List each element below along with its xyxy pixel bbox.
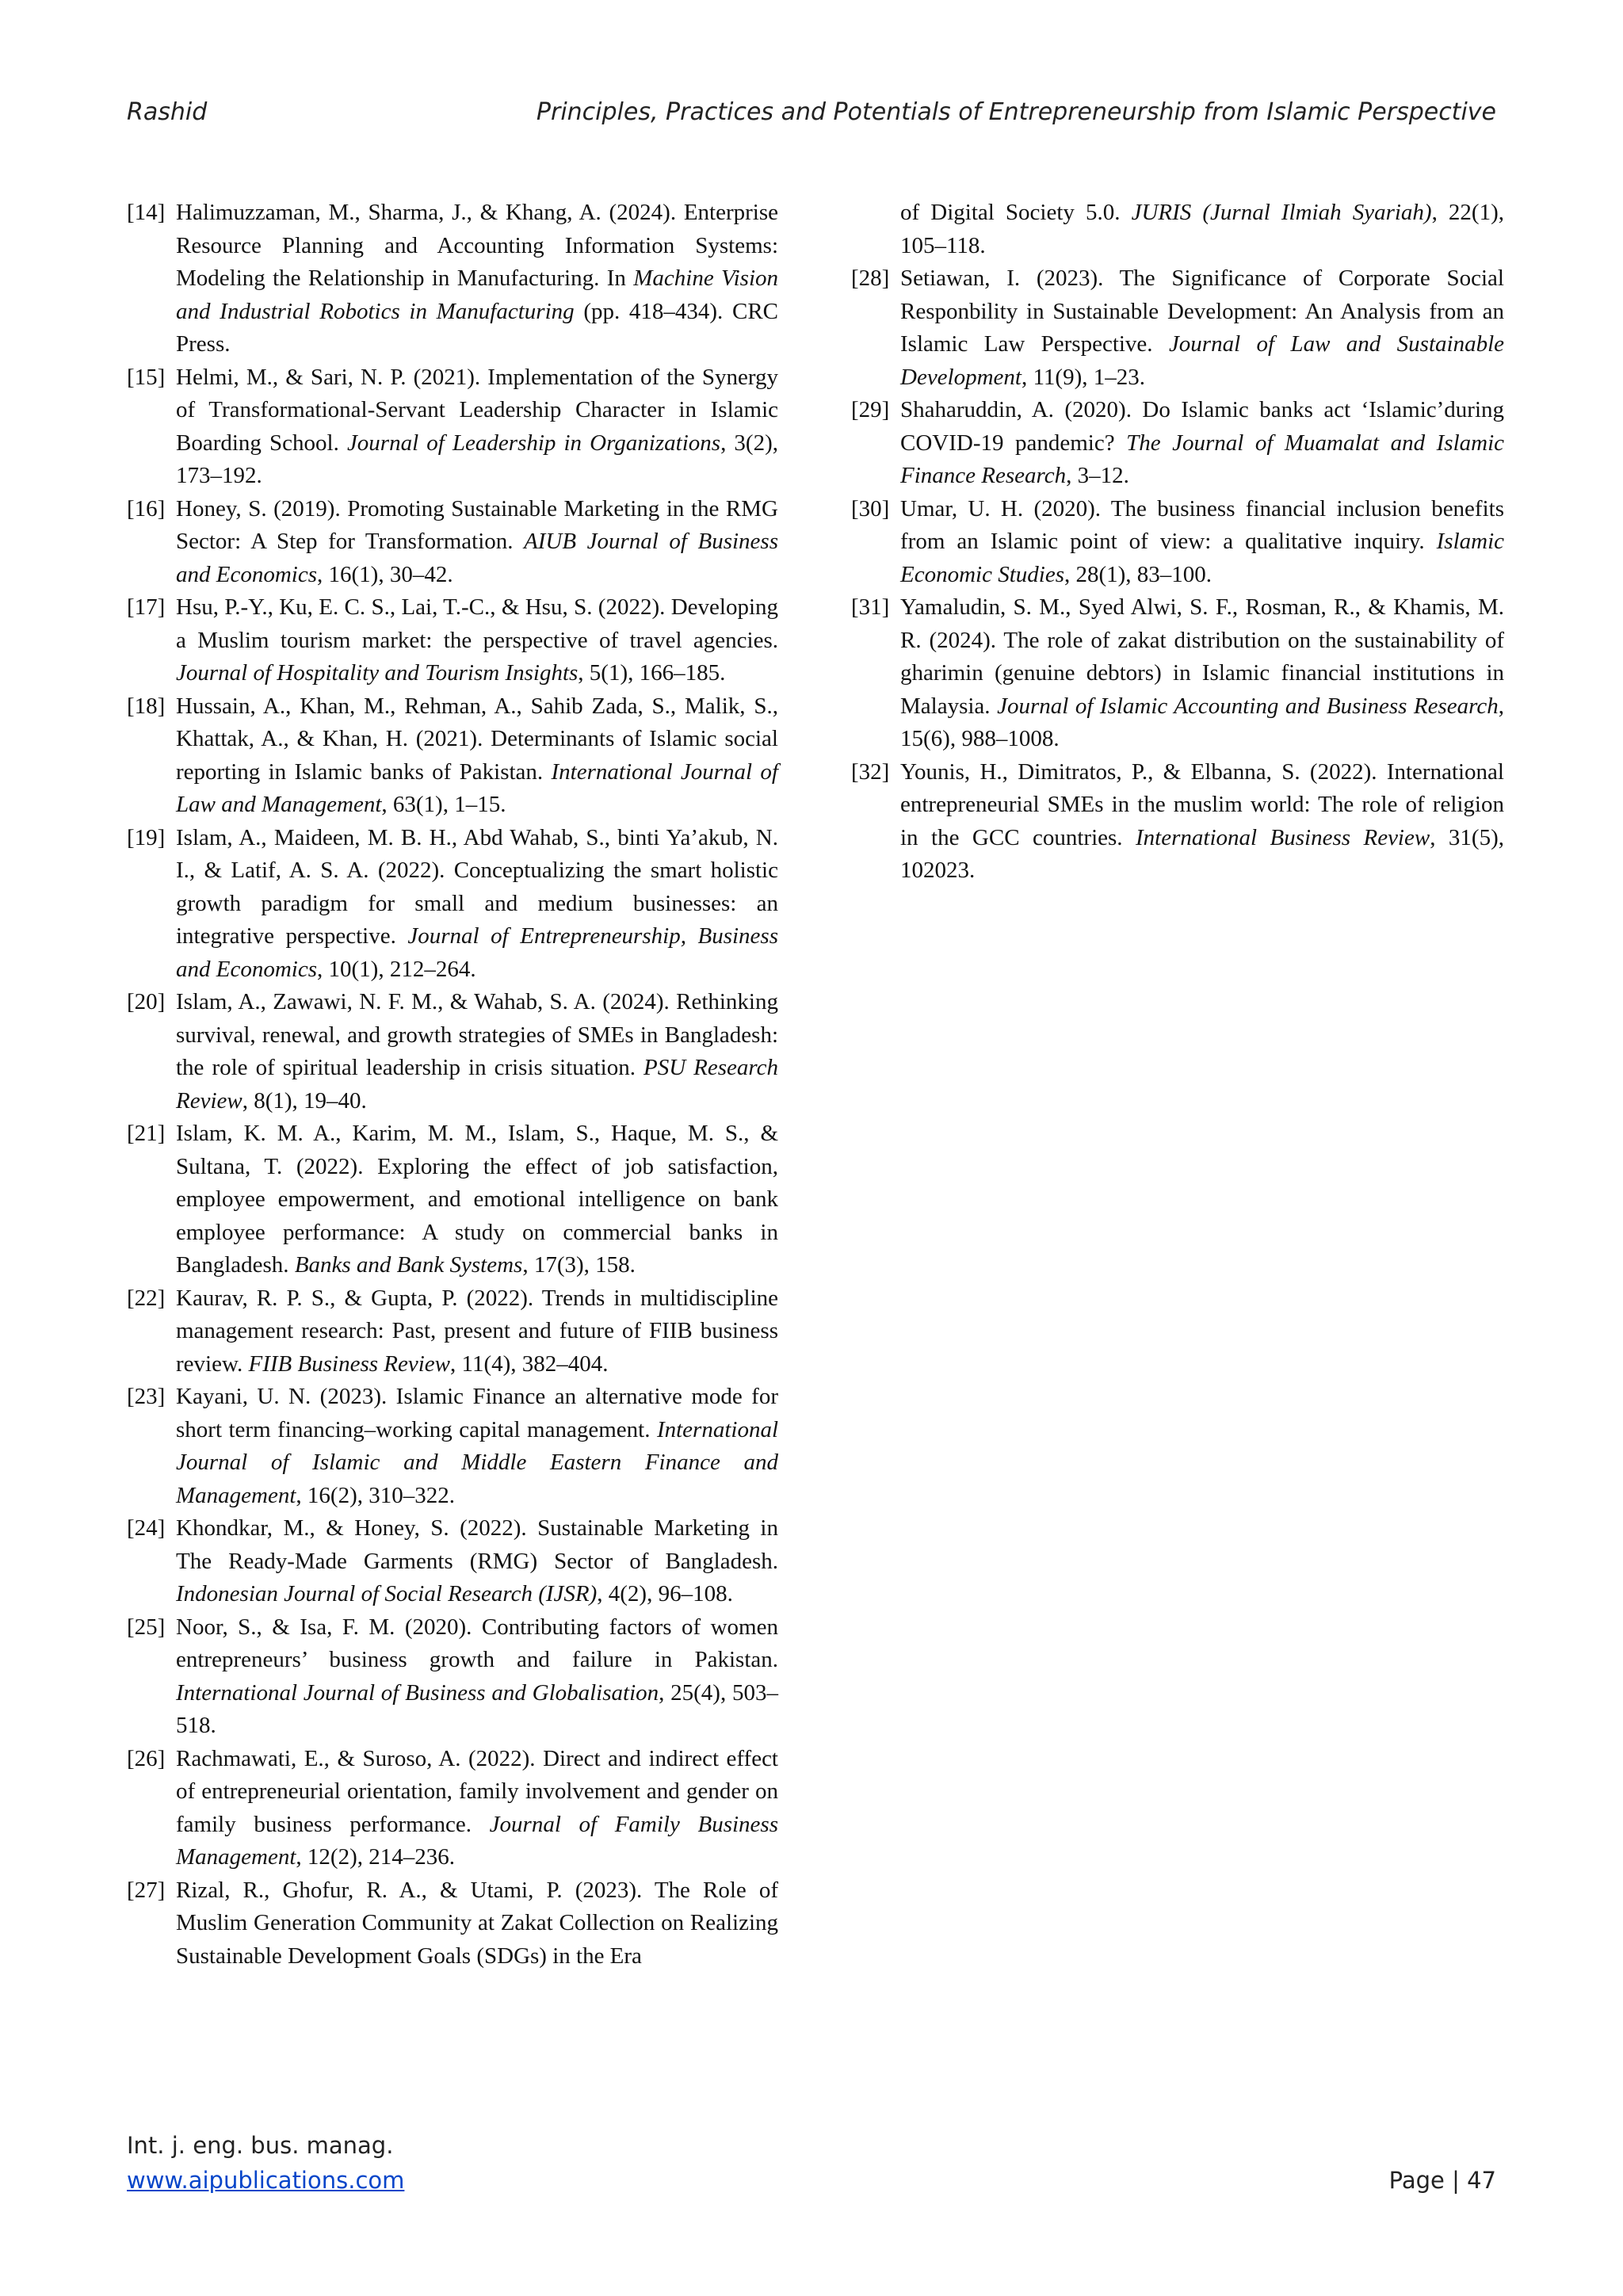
reference-number: [31]	[851, 594, 890, 620]
reference-number: [29]	[851, 397, 890, 422]
reference-number: [26]	[127, 1745, 166, 1771]
reference-text: Helmi, M., & Sari, N. P. (2021). Implementation of the Synergy of Transformational-Servant Leadership Character in Islamic Boarding School. Journal of Leadership in Organizations, 3(2), 173–192.	[176, 364, 778, 488]
reference-text: Yamaludin, S. M., Syed Alwi, S. F., Rosman, R., & Khamis, M. R. (2024). The role of zakat distribution on the sustainability of gharimin (genuine debtors) in Islamic financial institutions in Malaysia. Journal of Islamic Accounting and Business Research, 15(6), 988–1008.	[900, 594, 1504, 751]
reference-item	[127, 822, 778, 987]
reference-source: Journal of Islamic Accounting and Business Research	[997, 693, 1499, 719]
reference-number: [22]	[127, 1285, 166, 1311]
reference-item	[127, 1282, 778, 1381]
reference-number: [14]	[127, 200, 166, 225]
reference-text: Younis, H., Dimitratos, P., & Elbanna, S. (2022). International entrepreneurial SMEs in the muslim world: The role of religion in the GCC countries. International Business Review, 31(5), 102023.	[900, 758, 1504, 883]
reference-item	[127, 1874, 778, 1973]
footer-website-link[interactable]: www.aipublications.com	[127, 2167, 405, 2194]
reference-text: Islam, A., Maideen, M. B. H., Abd Wahab, S., binti Ya’akub, N. I., & Latif, A. S. A. (2022). Conceptualizing the smart holistic growth paradigm for small and medium businesses: an integrative perspective. Journal of Entrepreneurship, Business and Economics, 10(1), 212–264.	[176, 824, 778, 982]
reference-text: Hussain, A., Khan, M., Rehman, A., Sahib Zada, S., Malik, S., Khattak, A., & Khan, H. (2021). Determinants of Islamic social reporting in Islamic banks of Pakistan. International Journal of Law and Management, 63(1), 1–15.	[176, 693, 778, 817]
reference-text: Setiawan, I. (2023). The Significance of Corporate Social Responbility in Sustainable Development: An Analysis from an Islamic Law Perspective. Journal of Law and Sustainable Development, 11(9), 1–23.	[900, 266, 1504, 390]
reference-source: Machine Vision and Industrial Robotics in Manufacturing	[176, 266, 779, 324]
reference-source: Banks and Bank Systems	[294, 1252, 523, 1278]
reference-number: [32]	[851, 758, 890, 785]
reference-number: [18]	[127, 693, 166, 719]
reference-source: International Business Review	[1136, 824, 1430, 850]
reference-item	[127, 1381, 778, 1512]
reference-item	[851, 591, 1504, 756]
reference-source: AIUB Journal of Business and Economics	[176, 529, 778, 587]
reference-item	[127, 1611, 778, 1743]
reference-number: [24]	[127, 1515, 166, 1541]
reference-text: Kaurav, R. P. S., & Gupta, P. (2022). Trends in multidiscipline management research: Past, present and future of FIIB business review. FIIB Business Review, 11(4), 382–404.	[176, 1285, 778, 1377]
page-number: Page | 47	[1388, 2167, 1496, 2194]
reference-text: Shaharuddin, A. (2020). Do Islamic banks act ‘Islamic’during COVID-19 pandemic? The Journal of Muamalat and Islamic Finance Research, 3–12.	[900, 397, 1505, 488]
references-left-column	[127, 197, 778, 1973]
reference-source: Journal of Family Business Management	[176, 1811, 778, 1870]
reference-number: [15]	[127, 364, 166, 390]
reference-number: [16]	[127, 495, 166, 521]
reference-number: [21]	[127, 1121, 166, 1146]
reference-number: [19]	[127, 824, 166, 850]
reference-item	[127, 591, 778, 690]
reference-text: Noor, S., & Isa, F. M. (2020). Contributing factors of women entrepreneurs’ business growth and failure in Pakistan. International Journal of Business and Globalisation, 25(4), 503–518.	[176, 1614, 778, 1738]
reference-item	[851, 756, 1504, 888]
references-right-column	[851, 197, 1504, 888]
footer-journal: Int. j. eng. bus. manag.	[127, 2132, 394, 2159]
reference-text: Umar, U. H. (2020). The business financial inclusion benefits from an Islamic point of view: a qualitative inquiry. Islamic Economic Studies, 28(1), 83–100.	[900, 495, 1504, 587]
header-author: Rashid	[127, 98, 208, 126]
reference-source: Journal of Law and Sustainable Development	[900, 331, 1504, 390]
reference-source: PSU Research Review	[176, 1055, 779, 1114]
reference-source: International Journal of Business and Globalisation	[176, 1679, 659, 1706]
reference-text: Hsu, P.-Y., Ku, E. C. S., Lai, T.-C., & Hsu, S. (2022). Developing a Muslim tourism market: the perspective of travel agencies. Journal of Hospitality and Tourism Insights, 5(1), 166–185.	[176, 594, 778, 686]
reference-text: Rachmawati, E., & Suroso, A. (2022). Direct and indirect effect of entrepreneurial orientation, family involvement and gender on family business performance. Journal of Family Business Management, 12(2), 214–236.	[176, 1745, 778, 1870]
reference-item	[127, 986, 778, 1117]
reference-source: International Journal of Law and Management	[176, 758, 778, 817]
reference-continuation	[851, 197, 1504, 262]
reference-text: Islam, K. M. A., Karim, M. M., Islam, S., Haque, M. S., & Sultana, T. (2022). Exploring the effect of job satisfaction, employee empowerment, and emotional intelligence on bank employee performance: A study on commercial banks in Bangladesh. Banks and Bank Systems, 17(3), 158.	[176, 1121, 778, 1278]
header-title: Principles, Practices and Potentials of Entrepreneurship from Islamic Perspective	[536, 98, 1496, 126]
reference-source: International Journal of Islamic and Middle Eastern Finance and Management	[176, 1416, 778, 1508]
reference-source: Journal of Entrepreneurship, Business and Economics	[176, 923, 778, 982]
reference-number: [28]	[851, 266, 890, 291]
reference-number: [27]	[127, 1877, 166, 1903]
reference-text: of Digital Society 5.0. JURIS (Jurnal Ilmiah Syariah), 22(1), 105–118.	[900, 200, 1504, 258]
reference-item	[127, 690, 778, 822]
reference-source: JURIS (Jurnal Ilmiah Syariah)	[1131, 200, 1432, 225]
reference-item	[127, 1117, 778, 1282]
reference-item	[127, 361, 778, 493]
reference-source: Journal of Hospitality and Tourism Insights	[176, 660, 579, 686]
reference-number: [20]	[127, 989, 166, 1014]
reference-item	[851, 493, 1504, 592]
reference-source: FIIB Business Review	[248, 1350, 451, 1377]
reference-number: [30]	[851, 495, 890, 521]
reference-source: Journal of Leadership in Organizations	[346, 430, 721, 456]
reference-text: Halimuzzaman, M., Sharma, J., & Khang, A. (2024). Enterprise Resource Planning and Accounting Information Systems: Modeling the Relationship in Manufacturing. In Machine Vision and Industrial Robotics in Manufacturing (pp. 418–434). CRC Press.	[176, 200, 779, 357]
reference-number: [25]	[127, 1614, 166, 1640]
reference-text: Kayani, U. N. (2023). Islamic Finance an alternative mode for short term financing–working capital management. International Journal of Islamic and Middle Eastern Finance and Management, 16(2), 310–322.	[176, 1384, 778, 1508]
reference-text: Khondkar, M., & Honey, S. (2022). Sustainable Marketing in The Ready-Made Garments (RMG) Sector of Bangladesh. Indonesian Journal of Social Research (IJSR), 4(2), 96–108.	[176, 1515, 778, 1606]
reference-source: The Journal of Muamalat and Islamic Finance Research	[900, 430, 1505, 488]
reference-text: Islam, A., Zawawi, N. F. M., & Wahab, S. A. (2024). Rethinking survival, renewal, and growth strategies of SMEs in Bangladesh: the role of spiritual leadership in crisis situation. PSU Research Review, 8(1), 19–40.	[176, 989, 779, 1114]
reference-item	[127, 493, 778, 592]
running-header	[127, 98, 1496, 138]
reference-text: Honey, S. (2019). Promoting Sustainable Marketing in the RMG Sector: A Step for Transformation. AIUB Journal of Business and Economics, 16(1), 30–42.	[176, 495, 778, 587]
reference-item	[851, 262, 1504, 394]
reference-source: Indonesian Journal of Social Research (IJSR)	[176, 1581, 598, 1606]
reference-source: Islamic Economic Studies	[900, 529, 1504, 587]
reference-item	[127, 197, 778, 361]
reference-number: [17]	[127, 594, 166, 620]
reference-item	[127, 1512, 778, 1611]
reference-text: Rizal, R., Ghofur, R. A., & Utami, P. (2023). The Role of Muslim Generation Community at Zakat Collection on Realizing Sustainable Development Goals (SDGs) in the Era	[176, 1877, 778, 1969]
reference-item	[127, 1743, 778, 1874]
reference-number: [23]	[127, 1384, 166, 1409]
reference-item	[851, 394, 1504, 493]
